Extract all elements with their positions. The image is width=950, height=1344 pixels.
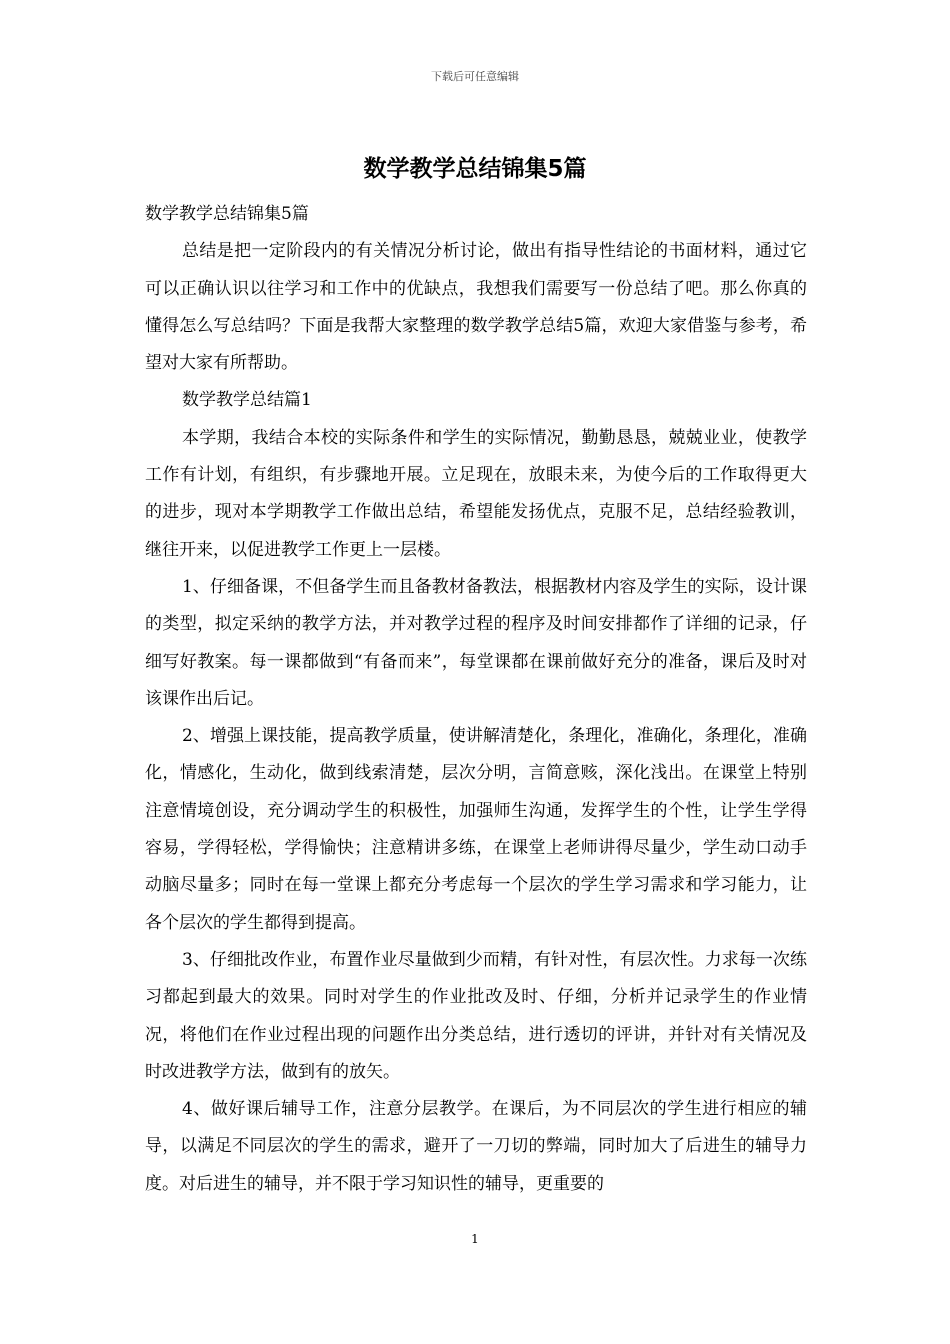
page-number: 1 bbox=[471, 1232, 479, 1246]
body-paragraph: 本学期，我结合本校的实际条件和学生的实际情况，勤勤恳恳，兢兢业业，使教学工作有计划，有组织，有步骤地开展。立足现在，放眼未来，为使今后的工作取得更大的进步，现对本学期教学工作做出总结，希望能发扬优点，克服不足，总结经验教训，继往开来，以促进教学工作更上一层楼。 bbox=[145, 427, 807, 560]
body-paragraph: 2、增强上课技能，提高教学质量，使讲解清楚化，条理化，准确化，条理化，准确化，情感化，生动化，做到线索清楚，层次分明，言简意赅，深化浅出。在课堂上特别注意情境创设，充分调动学生的积极性，加强师生沟通，发挥学生的个性，让学生学得容易，学得轻松，学得愉快；注意精讲多练，在课堂上老师讲得尽量少，学生动口动手动脑尽量多；同时在每一堂课上都充分考虑每一个层次的学生学习需求和学习能力，让各个层次的学生都得到提高。 bbox=[145, 726, 807, 933]
page-header: 下载后可任意编辑 bbox=[431, 70, 519, 83]
document-title: 数学教学总结锦集5篇 bbox=[363, 156, 587, 182]
subtitle-line: 数学教学总结锦集5篇 bbox=[145, 204, 309, 224]
body-paragraph: 4、做好课后辅导工作，注意分层教学。在课后，为不同层次的学生进行相应的辅导，以满足不同层次的学生的需求，避开了一刀切的弊端，同时加大了后进生的辅导力度。对后进生的辅导，并不限于学习知识性的辅导，更重要的 bbox=[145, 1099, 807, 1194]
intro-paragraph: 总结是把一定阶段内的有关情况分析讨论，做出有指导性结论的书面材料，通过它可以正确认识以往学习和工作中的优缺点，我想我们需要写一份总结了吧。那么你真的懂得怎么写总结吗？下面是我帮大家整理的数学教学总结5篇，欢迎大家借鉴与参考，希望对大家有所帮助。 bbox=[145, 241, 807, 374]
body-paragraph: 3、仔细批改作业，布置作业尽量做到少而精，有针对性，有层次性。力求每一次练习都起到最大的效果。同时对学生的作业批改及时、仔细，分析并记录学生的作业情况，将他们在作业过程出现的问题作出分类总结，进行透切的评讲，并针对有关情况及时改进教学方法，做到有的放矢。 bbox=[145, 949, 807, 1082]
body-paragraph: 1、仔细备课，不但备学生而且备教材备教法，根据教材内容及学生的实际，设计课的类型，拟定采纳的教学方法，并对教学过程的程序及时间安排都作了详细的记录，仔细写好教案。每一课都做到“有备而来”，每堂课都在课前做好充分的准备，课后及时对该课作出后记。 bbox=[145, 576, 807, 709]
section-heading: 数学教学总结篇1 bbox=[182, 390, 312, 411]
document-body bbox=[145, 196, 807, 1203]
